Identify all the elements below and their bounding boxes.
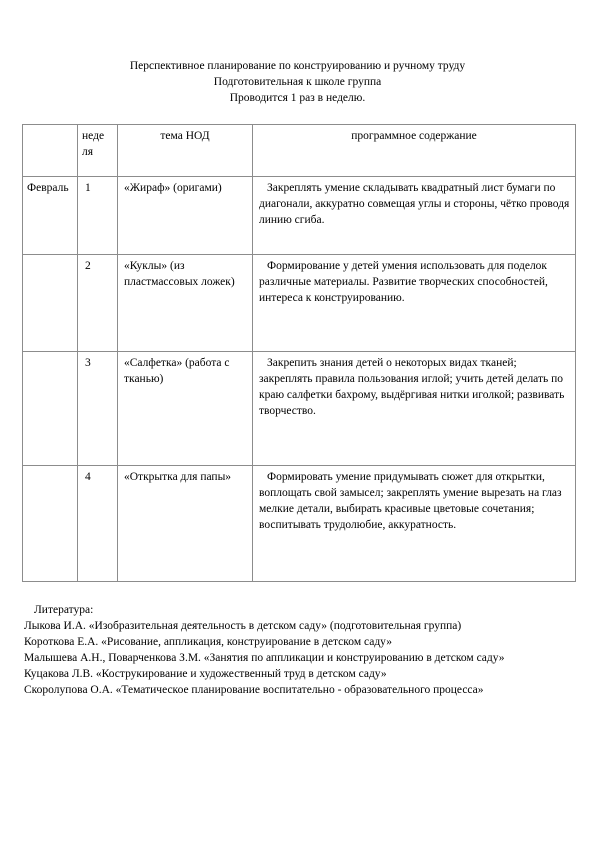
month-cell — [23, 466, 78, 582]
content-cell: Формирование у детей умения использовать для поделок различные материалы. Развитие творческих способностей, интереса к конструированию. — [253, 255, 576, 352]
literature-item: Короткова Е.А. «Рисование, аппликация, конструирование в детском саду» — [24, 636, 392, 648]
topic-cell: «Открытка для папы» — [118, 466, 253, 582]
month-cell — [23, 255, 78, 352]
document-title: Перспективное планирование по конструированию и ручному труду — [129, 60, 466, 72]
header-cell-content: программное содержание — [253, 125, 576, 177]
month-cell — [23, 352, 78, 466]
table-row — [23, 177, 576, 255]
content-cell: Закрепить знания детей о некоторых видах тканей; закреплять правила пользования иглой; учить детей делать по краю салфетки бахрому, выдёргивая нитки иголкой; развивать творчество. — [253, 352, 576, 466]
frequency-note: Проводится 1 раз в неделю. — [229, 92, 366, 104]
table-header-row — [23, 125, 576, 177]
week-cell: 4 — [78, 466, 118, 582]
topic-cell: «Салфетка» (работа с тканью) — [118, 352, 253, 466]
content-cell: Закреплять умение складывать квадратный лист бумаги по диагонали, аккуратно совмещая углы и стороны, чётко проводя линию сгиба. — [253, 177, 576, 255]
literature-item: Малышева А.Н., Поварченкова З.М. «Занятия по аппликации и конструированию в детском саду» — [24, 652, 505, 664]
topic-cell: «Жираф» (оригами) — [118, 177, 253, 255]
topic-cell: «Куклы» (из пластмассовых ложек) — [118, 255, 253, 352]
literature-section — [24, 602, 584, 698]
header-cell-month — [23, 125, 78, 177]
header-cell-topic: тема НОД — [118, 125, 253, 177]
table-row — [23, 466, 576, 582]
table-row — [23, 255, 576, 352]
document-header — [0, 58, 595, 106]
table-row — [23, 352, 576, 466]
header-cell-week: неде ля — [78, 125, 118, 177]
week-cell: 3 — [78, 352, 118, 466]
literature-title: Литература: — [34, 604, 94, 616]
literature-item: Скоролупова О.А. «Тематическое планирование воспитательно - образовательного процесса» — [24, 684, 484, 696]
literature-item: Куцакова Л.В. «Кострукирование и художественный труд в детском саду» — [24, 668, 387, 680]
week-cell: 1 — [78, 177, 118, 255]
planning-table — [22, 124, 576, 582]
content-cell: Формировать умение придумывать сюжет для открытки, воплощать свой замысел; закреплять умение вырезать на глаз мелкие детали, выбирать красивые цветовые сочетания; воспитывать трудолюбие, аккуратность. — [253, 466, 576, 582]
week-cell: 2 — [78, 255, 118, 352]
month-cell: Февраль — [23, 177, 78, 255]
literature-item: Лыкова И.А. «Изобразительная деятельность в детском саду» (подготовительная группа) — [24, 620, 462, 632]
group-subtitle: Подготовительная к школе группа — [213, 76, 382, 88]
